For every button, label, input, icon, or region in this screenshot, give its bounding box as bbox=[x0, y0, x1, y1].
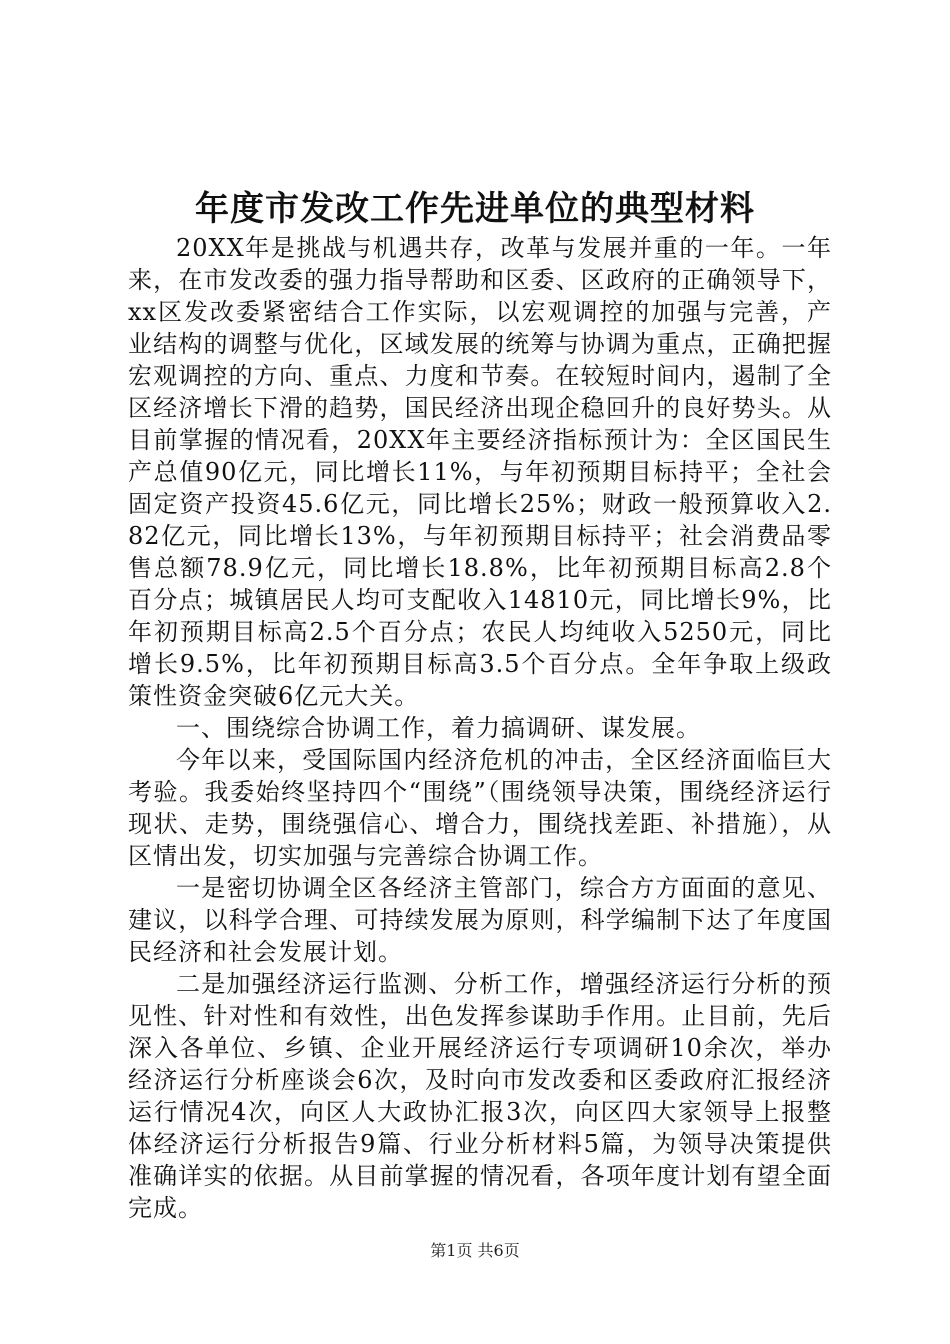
body-paragraph: 二是加强经济运行监测、分析工作，增强经济运行分析的预见性、针对性和有效性，出色发挥参谋助手作用。止目前，先后深入各单位、乡镇、企业开展经济运行专项调研10余次，举办经济运行分析座谈会6次，及时向市发改委和区委政府汇报经济运行情况4次，向区人大政协汇报3次，向区四大家领导上报整体经济运行分析报告9篇、行业分析材料5篇，为领导决策提供准确详实的依据。从目前掌握的情况看，各项年度计划有望全面完成。 bbox=[128, 970, 832, 1222]
body-paragraph: 一是密切协调全区各经济主管部门，综合方方面面的意见、建议，以科学合理、可持续发展为原则，科学编制下达了年度国民经济和社会发展计划。 bbox=[128, 874, 832, 966]
body-paragraph: 20XX年是挑战与机遇共存，改革与发展并重的一年。一年来，在市发改委的强力指导帮助和区委、区政府的正确领导下，xx区发改委紧密结合工作实际，以宏观调控的加强与完善，产业结构的调整与优化，区域发展的统筹与协调为重点，正确把握宏观调控的方向、重点、力度和节奏。在较短时间内，遏制了全区经济增长下滑的趋势，国民经济出现企稳回升的良好势头。从目前掌握的情况看，20XX年主要经济指标预计为：全区国民生产总值90亿元，同比增长11%，与年初预期目标持平；全社会固定资产投资45.6亿元，同比增长25%；财政一般预算收入2.82亿元，同比增长13%，与年初预期目标持平；社会消费品零售总额78.9亿元，同比增长18.8%，比年初预期目标高2.8个百分点；城镇居民人均可支配收入14810元，同比增长9%，比年初预期目标高2.5个百分点；农民人均纯收入5250元，同比增长9.5%，比年初预期目标高3.5个百分点。全年争取上级政策性资金突破6亿元大关。 bbox=[128, 234, 832, 710]
document-title: 年度市发改工作先进单位的典型材料 bbox=[195, 189, 755, 229]
body-paragraph: 今年以来，受国际国内经济危机的冲击，全区经济面临巨大考验。我委始终坚持四个“围绕”（围绕领导决策，围绕经济运行现状、走势，围绕强信心、增合力，围绕找差距、补措施），从区情出发，切实加强与完善综合协调工作。 bbox=[128, 746, 832, 870]
document-body bbox=[128, 232, 832, 1224]
section-heading: 一、围绕综合协调工作，着力搞调研、谋发展。 bbox=[176, 714, 701, 742]
page-number-footer: 第1页 共6页 bbox=[430, 1241, 520, 1260]
